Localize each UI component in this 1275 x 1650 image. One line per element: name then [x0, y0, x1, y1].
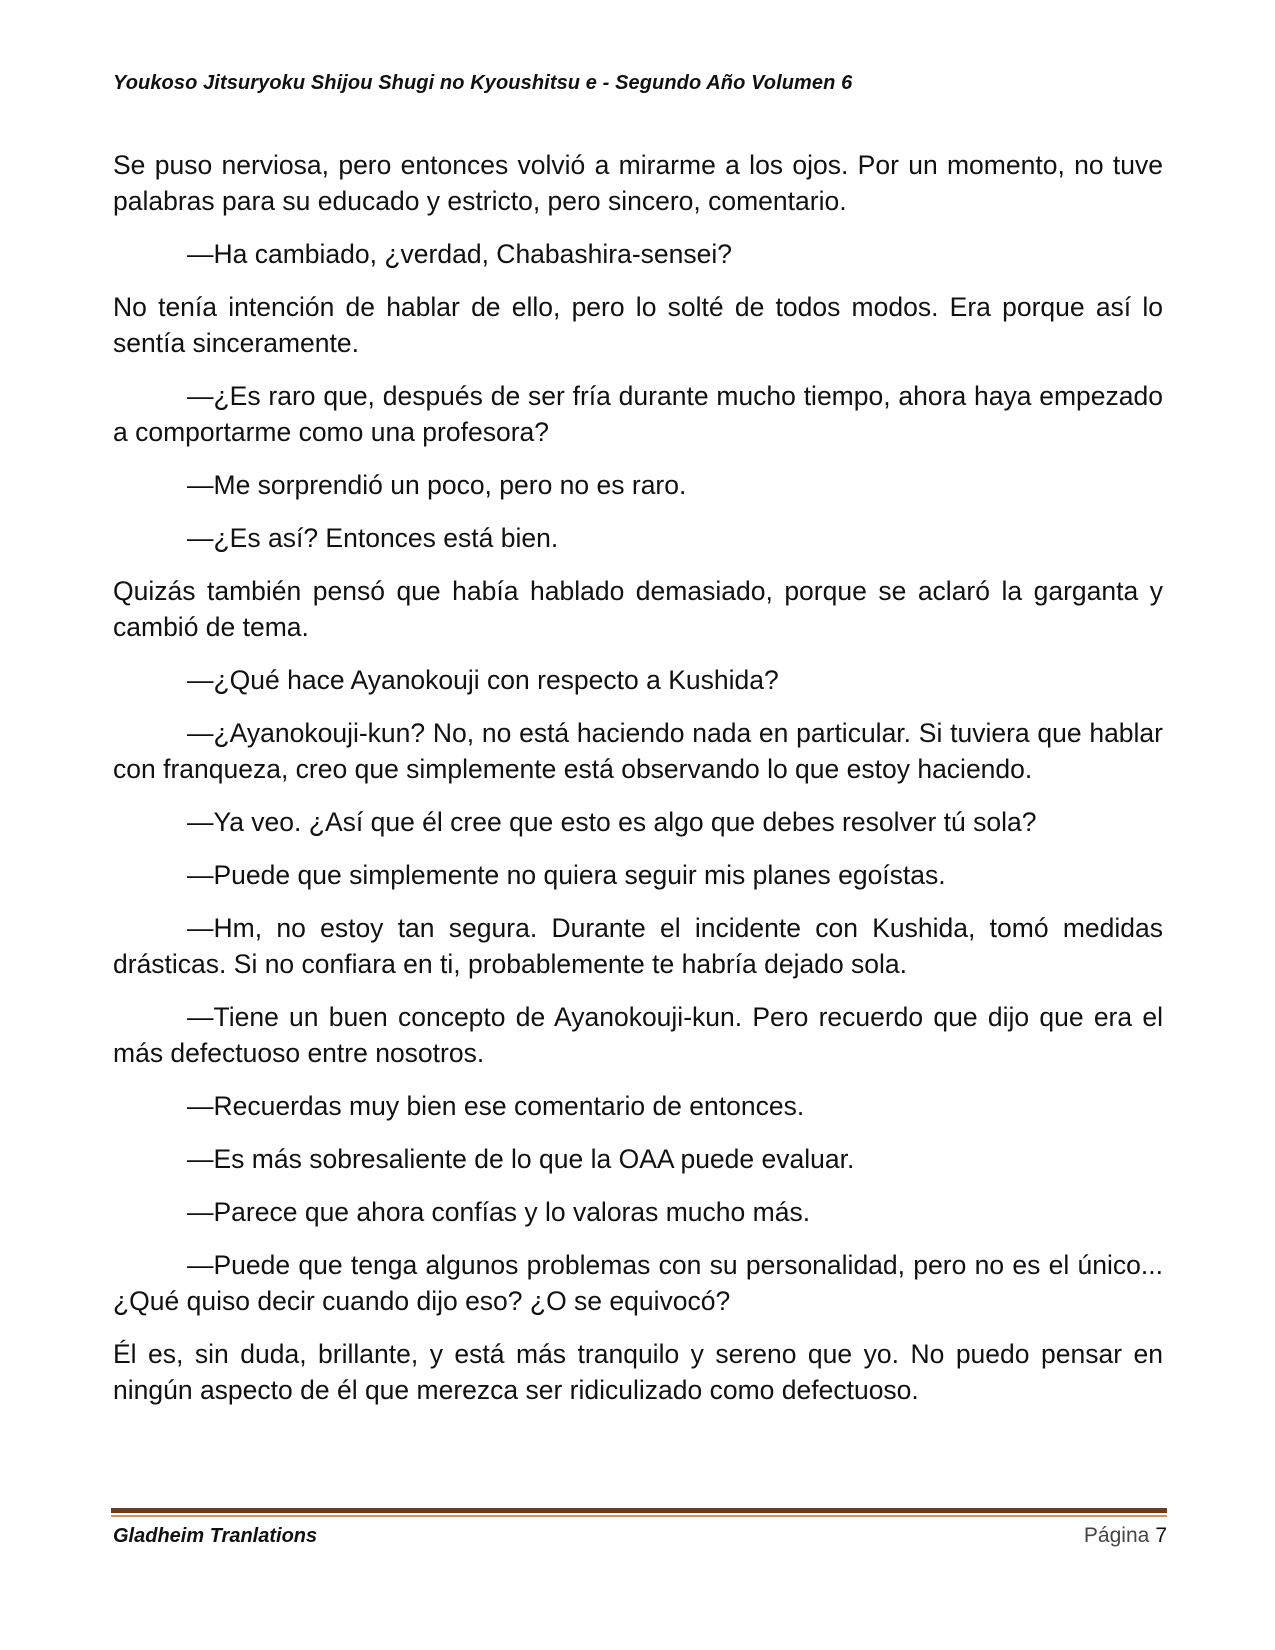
footer-divider — [111, 1508, 1167, 1517]
page-label: Página — [1083, 1524, 1150, 1547]
paragraph: Él es, sin duda, brillante, y está más tranquilo y sereno que yo. No puedo pensar en ningún aspecto de él que merezca ser ridiculizado como defectuoso. — [113, 1339, 1163, 1405]
footer-credit: Gladheim Tranlations — [113, 1525, 318, 1547]
paragraph: —¿Es raro que, después de ser fría durante mucho tiempo, ahora haya empezado a comportarme como una profesora? — [113, 381, 1163, 447]
paragraph: —¿Qué hace Ayanokouji con respecto a Kushida? — [187, 665, 779, 695]
paragraph: —Puede que simplemente no quiera seguir mis planes egoístas. — [187, 860, 946, 890]
paragraph: —Tiene un buen concepto de Ayanokouji-kun. Pero recuerdo que dijo que era el más defectuoso entre nosotros. — [113, 1002, 1163, 1068]
paragraph: Se puso nerviosa, pero entonces volvió a mirarme a los ojos. Por un momento, no tuve palabras para su educado y estricto, pero sincero, comentario. — [113, 150, 1163, 216]
footer-divider-thin — [111, 1515, 1167, 1517]
paragraph: —Recuerdas muy bien ese comentario de entonces. — [187, 1091, 805, 1121]
paragraph: —¿Ayanokouji-kun? No, no está haciendo nada en particular. Si tuviera que hablar con franqueza, creo que simplemente está observando lo que estoy haciendo. — [113, 718, 1163, 784]
paragraph: —Ya veo. ¿Así que él cree que esto es algo que debes resolver tú sola? — [187, 807, 1037, 837]
paragraph: —Parece que ahora confías y lo valoras mucho más. — [187, 1197, 811, 1227]
paragraph: —Es más sobresaliente de lo que la OAA puede evaluar. — [187, 1144, 855, 1174]
paragraph: No tenía intención de hablar de ello, pero lo solté de todos modos. Era porque así lo sentía sinceramente. — [113, 292, 1163, 358]
paragraph: —¿Es así? Entonces está bien. — [187, 523, 559, 553]
paragraph: —Ha cambiado, ¿verdad, Chabashira-sensei? — [187, 239, 732, 269]
paragraph: Quizás también pensó que había hablado demasiado, porque se aclaró la garganta y cambió de tema. — [113, 576, 1163, 642]
page-number-label — [1084, 1524, 1167, 1548]
body-text — [113, 147, 1163, 1425]
page-number: 7 — [1155, 1524, 1167, 1547]
footer-divider-thick — [111, 1508, 1167, 1513]
paragraph: —Puede que tenga algunos problemas con su personalidad, pero no es el único... ¿Qué quiso decir cuando dijo eso? ¿O se equivocó? — [113, 1250, 1163, 1316]
running-header: Youkoso Jitsuryoku Shijou Shugi no Kyoushitsu e - Segundo Año Volumen 6 — [113, 72, 853, 94]
paragraph: —Hm, no estoy tan segura. Durante el incidente con Kushida, tomó medidas drásticas. Si no confiara en ti, probablemente te habría dejado sola. — [113, 913, 1163, 979]
paragraph: —Me sorprendió un poco, pero no es raro. — [187, 470, 687, 500]
